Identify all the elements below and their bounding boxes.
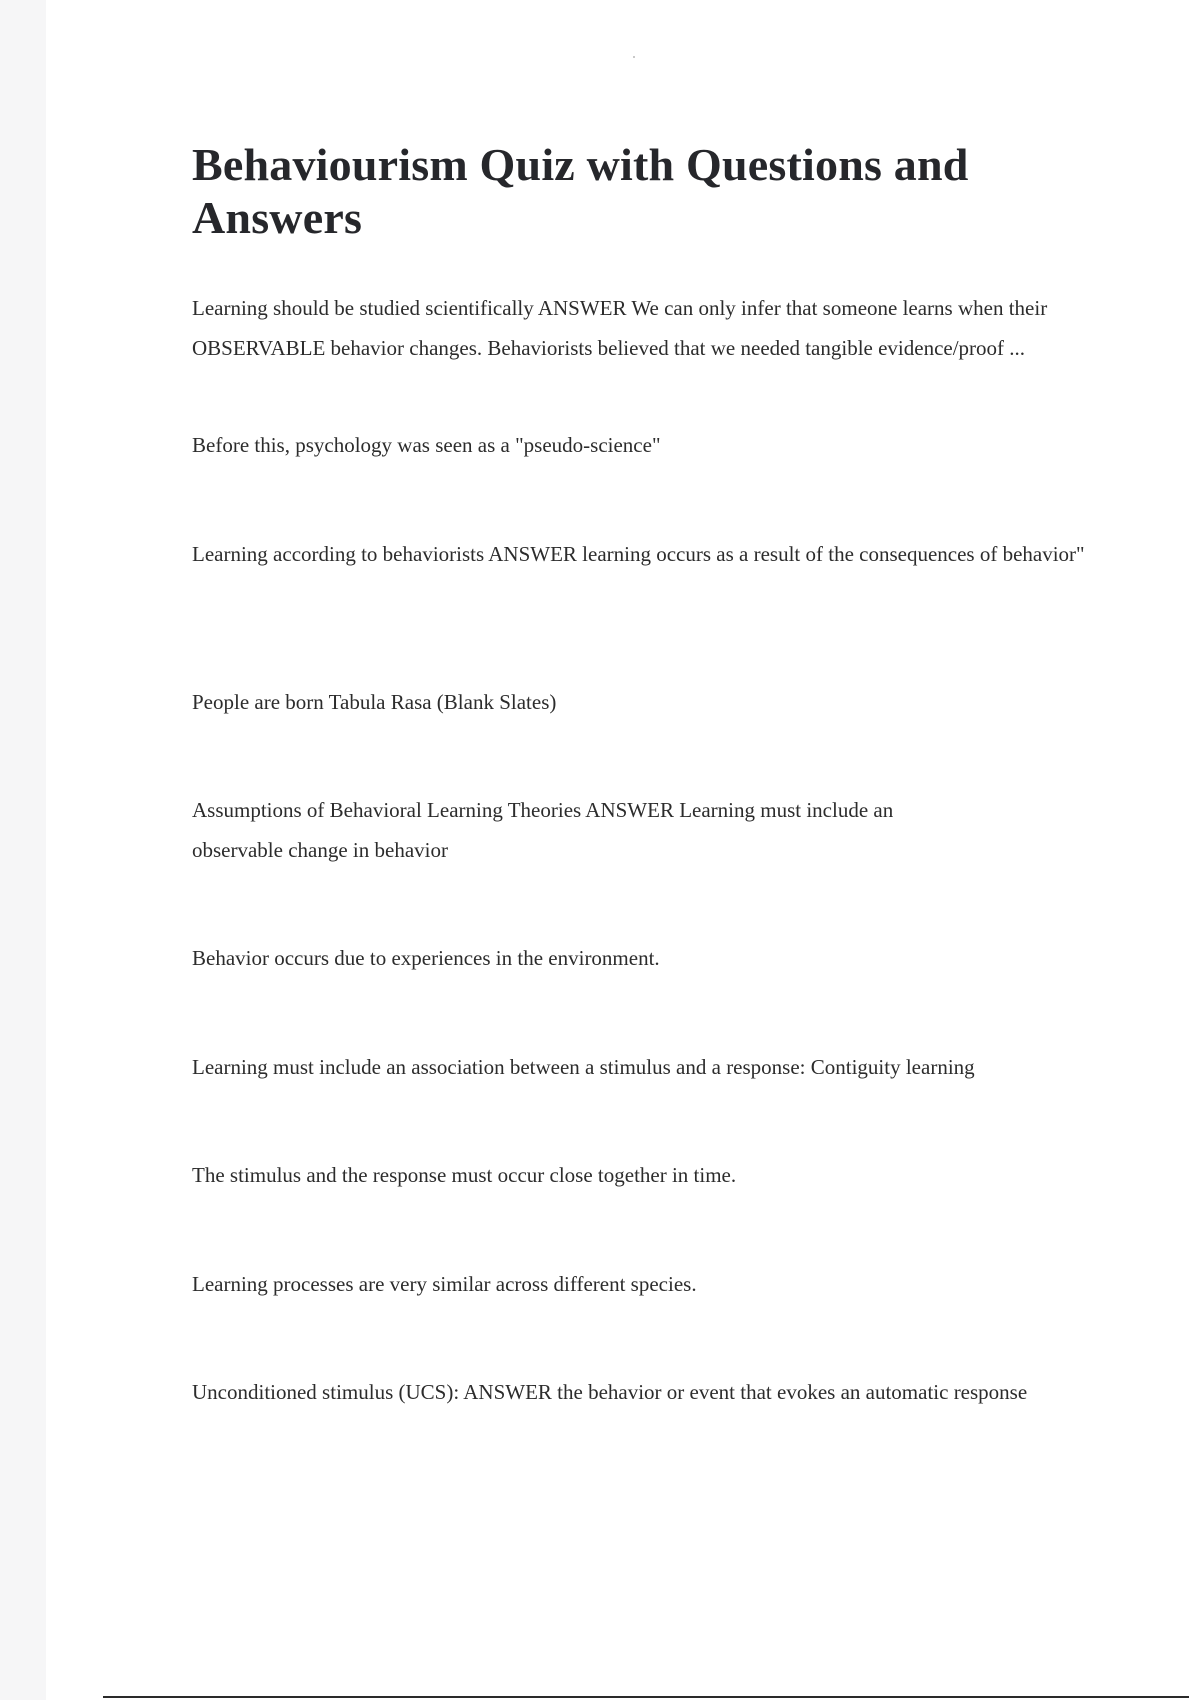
paragraph: Learning should be studied scientifically ANSWER We can only infer that someone learns when their OBSERVABLE behavior changes. Behaviorists believed that we needed tangible evidence/proof ...: [192, 296, 1048, 360]
document-title: Behaviourism Quiz with Questions and Answers: [192, 139, 969, 243]
paragraph: Behavior occurs due to experiences in the environment.: [192, 946, 660, 970]
paragraph: Unconditioned stimulus (UCS): ANSWER the behavior or event that evokes an automatic response: [192, 1380, 1028, 1404]
paragraph: Learning must include an association between a stimulus and a response: Contiguity learning: [192, 1055, 975, 1079]
paragraph: Learning according to behaviorists ANSWER learning occurs as a result of the consequences of behavior": [192, 542, 1085, 566]
paragraph: The stimulus and the response must occur close together in time.: [192, 1163, 737, 1187]
document-page: [46, 0, 1200, 1700]
page-content: [192, 138, 1092, 1404]
footer-rule: [103, 1696, 1189, 1698]
paragraph: Before this, psychology was seen as a "pseudo-science": [192, 433, 661, 457]
scan-speck: [633, 56, 635, 58]
paragraph: Assumptions of Behavioral Learning Theories ANSWER Learning must include an observable change in behavior: [192, 798, 894, 862]
paragraph: Learning processes are very similar across different species.: [192, 1272, 697, 1296]
paragraph: People are born Tabula Rasa (Blank Slates): [192, 690, 557, 714]
